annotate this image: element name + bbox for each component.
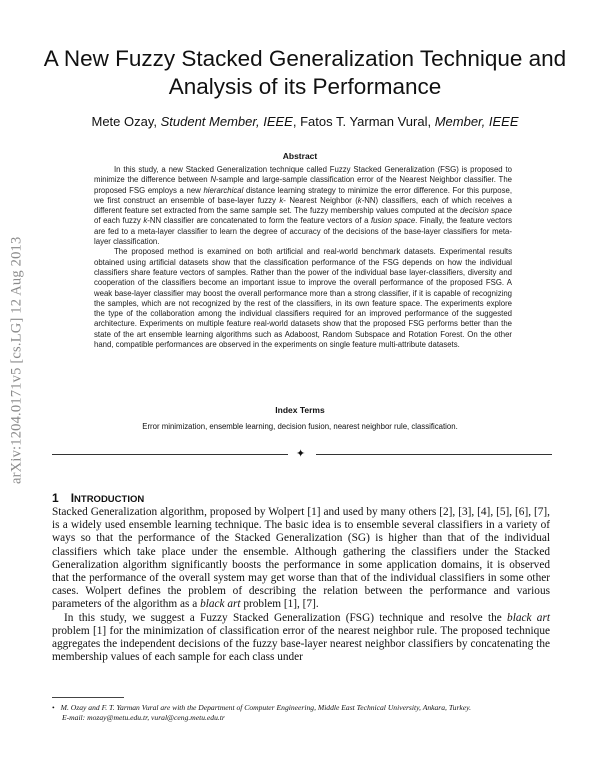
author-1-name: Mete Ozay, (91, 114, 161, 129)
divider-ornament-icon: ✦ (296, 447, 306, 460)
abstract-heading: Abstract (282, 151, 318, 161)
footnote-rule (52, 697, 124, 698)
section-number: 1 (52, 491, 59, 505)
intro-paragraph-2: In this study, we suggest a Fuzzy Stacked Generalization (FSG) technique and resolve the black art problem [1] for the minimization of classification error of the nearest neighbor rule. The proposed technique aggregates the independent decisions of the fuzzy base-layer nearest neighbor classifiers by concatenating the membership values of each sample for each class under (52, 611, 550, 664)
arxiv-identifier: arXiv:1204.0171v5 [cs.LG] 12 Aug 2013 (8, 236, 25, 484)
index-terms-text: Error minimization, ensemble learning, decision fusion, nearest neighbor rule, classification. (142, 422, 458, 431)
author-2-role: Member, IEEE (434, 114, 519, 129)
paper-title: A New Fuzzy Stacked Generalization Technique and Analysis of its Performance (43, 46, 567, 99)
abstract-paragraph-1: In this study, a new Stacked Generalization technique called Fuzzy Stacked Generalization (FSG) is proposed to minimize the difference between N-sample and large-sample classification error of the Nearest Neighbor classifier. The proposed FSG employs a new hierarchical distance learning strategy to minimize the error difference. For this purpose, we first construct an ensemble of base-layer fuzzy k- Nearest Neighbor (k-NN) classifiers, each of which receives a different feature set extracted from the same sample set. The fuzzy membership values computed at the decision space of each fuzzy k-NN classifier are concatenated to form the feature vectors of a fusion space. Finally, the feature vectors are fed to a meta-layer classifier to learn the degree of accuracy of the decisions of the base-layer classifiers for meta-layer classification. (94, 165, 513, 247)
footnote-affiliation: M. Ozay and F. T. Yarman Vural are with the Department of Computer Engineering, Middle East Technical University, Ankara, Turkey. (60, 703, 471, 712)
divider-line-left (52, 454, 288, 455)
section-title-initial: I (70, 491, 75, 505)
introduction-body (52, 506, 550, 664)
footnote-bullet-icon: • (52, 703, 55, 712)
intro-paragraph-1: Stacked Generalization algorithm, proposed by Wolpert [1] and used by many others [2], [3], [4], [5], [6], [7], is a widely used ensemble learning technique. The basic idea is to ensemble several classifiers in a variety of ways so that the performance of the Stacked Generalization (SG) is higher than that of the individual classifiers which take place under the ensemble. Although gathering the classifiers under the Stacked Generalization algorithm significantly boosts the performance in some application domains, it is observed that the performance of the overall system may get worse than that of the individual classifiers in some other cases. Wolpert defines the problem of describing the relation between the performance and various parameters of the algorithm as a black art problem [1], [7]. (52, 506, 550, 611)
footnote-email: E-mail: mozay@metu.edu.tr, vural@ceng.metu.edu.tr (62, 712, 225, 722)
section-title-rest: NTRODUCTION (74, 494, 145, 505)
author-2-name: , Fatos T. Yarman Vural, (292, 114, 435, 129)
affiliation-footnote (52, 703, 552, 722)
section-heading-introduction (52, 491, 144, 505)
author-line (40, 114, 570, 130)
section-divider (52, 447, 552, 460)
index-terms-heading: Index Terms (275, 405, 325, 415)
abstract-body (94, 165, 512, 350)
divider-line-right (316, 454, 552, 455)
abstract-paragraph-2: The proposed method is examined on both artificial and real-world benchmark datasets. Experimental results obtained using artificial datasets show that the classification performance of the FSG depends on how the individual classifiers share feature vectors of samples. Rather than the power of the individual base layer-classifiers, diversity and cooperation of the classifiers become an important issue to improve the overall performance of the proposed FSG. A weak base-layer classifier may boost the overall performance more than a strong classifier, if it is capable of recognizing the samples, which are not recognized by the rest of the classifiers, in its own feature space. The experiments explore the type of the collaboration among the individual classifiers required for an improved performance of the suggested architecture. Experiments on multiple feature real-world datasets show that the proposed FSG performs better than the state of the art ensemble learning algorithms such as Adaboost, Random Subspace and Rotation Forest. On the other hand, compatible performances are observed in the experiments on single feature multi-attribute datasets. (94, 247, 512, 350)
author-1-role: Student Member, IEEE (160, 114, 293, 129)
